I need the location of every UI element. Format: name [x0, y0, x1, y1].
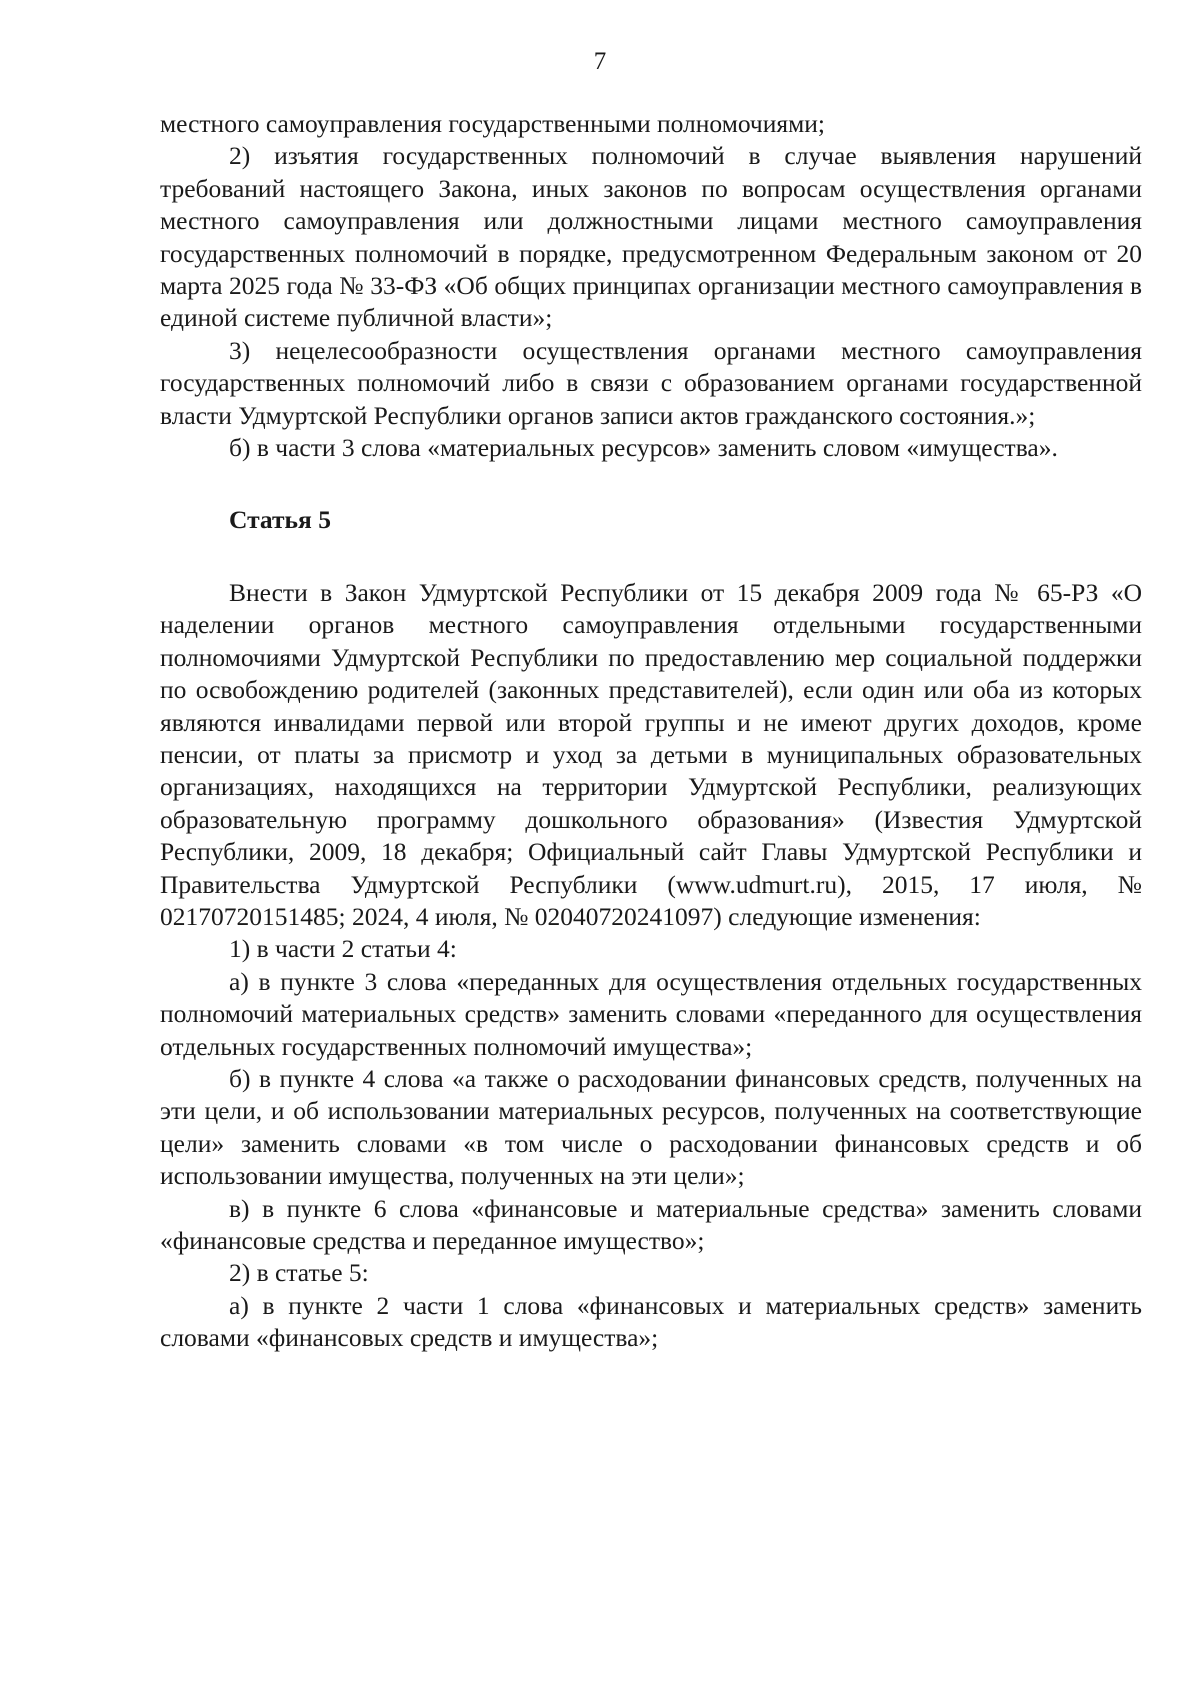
article-heading: Статья 5	[229, 505, 331, 535]
paragraph: 1) в части 2 статьи 4:	[229, 934, 457, 964]
paragraph: 2) изъятия государственных полномочий в случае выявления нарушений требований настоящего Закона, иных законов по вопросам осуществления органами местного самоуправления или должностными лицами местного самоуправления государственных полномочий в порядке, предусмотренном Федеральным законом от 20 марта 2025 года № 33-ФЗ «Об общих принципах организации местного самоуправления в единой системе публичной власти»;	[160, 141, 1142, 333]
paragraph: б) в пункте 4 слова «а также о расходовании финансовых средств, полученных на эти цели, и об использовании материальных ресурсов, полученных на соответствующие цели» заменить словами «в том числе о расходовании финансовых средств и об использовании имущества, полученных на эти цели»;	[160, 1063, 1142, 1191]
page-number: 7	[593, 48, 607, 75]
paragraph: Внести в Закон Удмуртской Республики от 15 декабря 2009 года № 65-РЗ «О наделении органов местного самоуправления отдельными государственными полномочиями Удмуртской Республики по предоставлению мер социальной поддержки по освобождению родителей (законных представителей), если один или оба из которых являются инвалидами первой или второй группы и не имеют других доходов, кроме пенсии, от платы за присмотр и уход за детьми в муниципальных образовательных организациях, находящихся на территории Удмуртской Республики, реализующих образовательную программу дошкольного образования» (Известия Удмуртской Республики, 2009, 18 декабря; Официальный сайт Главы Удмуртской Республики и Правительства Удмуртской Республики (www.udmurt.ru), 2015, 17 июля, № 02170720151485; 2024, 4 июля, № 02040720241097) следующие изменения:	[160, 577, 1142, 931]
paragraph: а) в пункте 3 слова «переданных для осуществления отдельных государственных полномочий материальных средств» заменить словами «переданного для осуществления отдельных государственных полномочий имущества»;	[160, 966, 1142, 1061]
paragraph: в) в пункте 6 слова «финансовые и материальные средства» заменить словами «финансовые средства и переданное имущество»;	[160, 1193, 1142, 1255]
paragraph: б) в части 3 слова «материальных ресурсов» заменить словом «имущества».	[229, 433, 1058, 463]
paragraph: а) в пункте 2 части 1 слова «финансовых и материальных средств» заменить словами «финансовых средств и имущества»;	[160, 1290, 1142, 1353]
paragraph: 3) нецелесообразности осуществления органами местного самоуправления государственных полномочий либо в связи с образованием органами государственной власти Удмуртской Республики органов записи актов гражданского состояния.»;	[160, 335, 1142, 430]
paragraph: 2) в статье 5:	[229, 1258, 369, 1288]
paragraph: местного самоуправления государственными полномочиями;	[160, 109, 825, 138]
document-body	[160, 108, 1142, 1355]
